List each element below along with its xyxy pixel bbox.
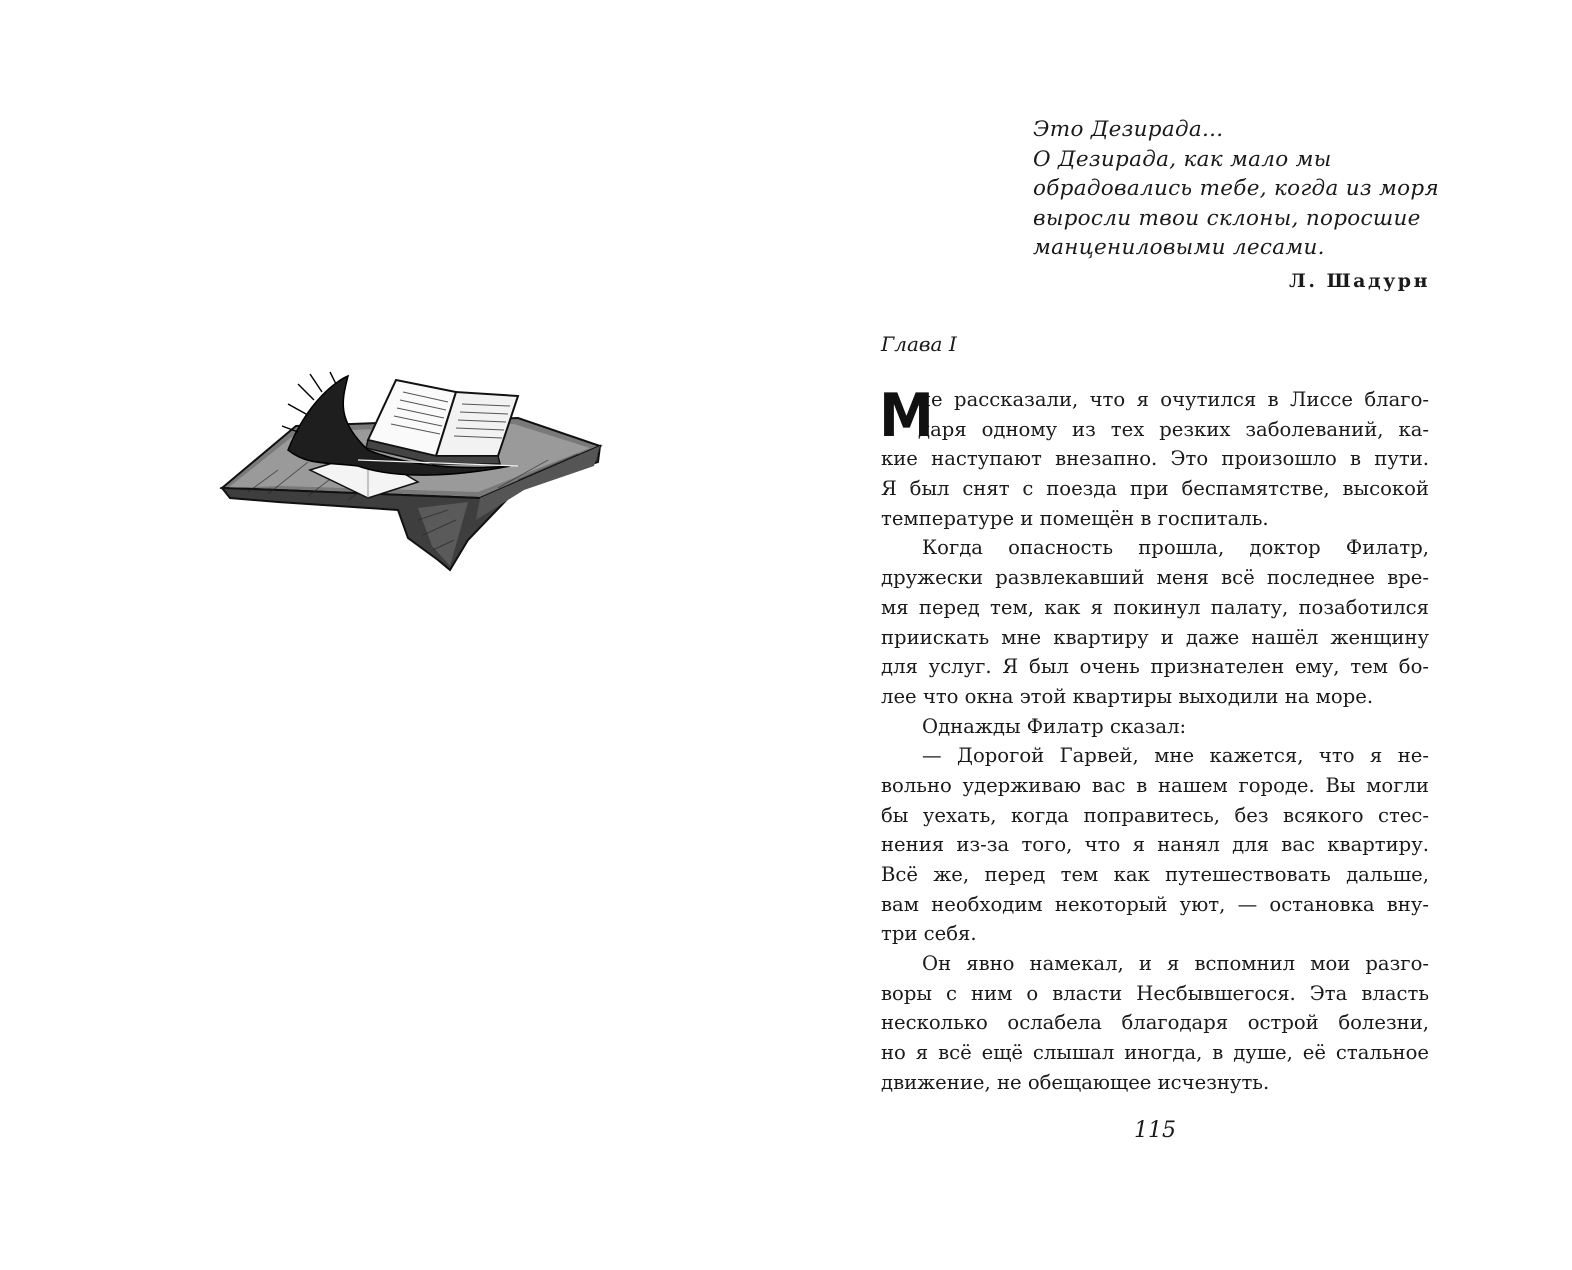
text-line: несколько ослабела благодаря острой болезни, (881, 1011, 1429, 1035)
text-line: не рассказали, что я очутился в Лиссе благо- (918, 388, 1429, 411)
text-line: приискать мне квартиру и даже нашёл женщину (881, 625, 1429, 649)
text-line: Он явно намекал, и я вспомнил мои разго- (922, 952, 1429, 976)
text-line: бы уехать, когда поправитесь, без всякого стес- (881, 803, 1429, 827)
text-line: дружески развлекавший меня всё последнее вре- (881, 566, 1429, 590)
text-line: Я был снят с поезда при беспамятстве, высокой (881, 477, 1429, 501)
chapter-body-text (879, 381, 1429, 1098)
epigraph-line: О Дезирада, как мало мы (1033, 146, 1332, 172)
epigraph-line: манцениловыми лесами. (1033, 235, 1325, 260)
page-number: 115 (1134, 1118, 1176, 1143)
text-line: движение, не обещающее исчезнуть. (881, 1070, 1270, 1094)
drop-cap: М (879, 381, 934, 451)
text-line: но я всё ещё слышал иногда, в душе, её стальное (881, 1041, 1429, 1065)
text-line: Однажды Филатр сказал: (922, 714, 1187, 738)
text-line: вам необходим некоторый уют, — остановка вну- (881, 892, 1429, 916)
epigraph-line: выросли твои склоны, поросшие (1033, 205, 1421, 231)
text-line: — Дорогой Гарвей, мне кажется, что я не- (922, 744, 1429, 768)
text-line: нения из-за того, что я нанял для вас квартиру. (881, 833, 1429, 857)
text-line: три себя. (881, 922, 977, 946)
epigraph-author: Л. Шадурн (1289, 270, 1430, 292)
text-line: температуре и помещён в госпиталь. (881, 506, 1269, 530)
text-line: для услуг. Я был очень признателен ему, тем бо- (881, 655, 1429, 679)
text-line: даря одному из тех резких заболеваний, ка- (918, 417, 1429, 441)
epigraph (1033, 115, 1439, 263)
text-line: вольно удерживаю вас в нашем городе. Вы могли (881, 773, 1429, 797)
text-line: мя перед тем, как я покинул палату, позаботился (881, 595, 1429, 619)
chapter-title: Глава I (881, 332, 957, 356)
book-and-quill-illustration (218, 370, 604, 578)
epigraph-line: обрадовались тебе, когда из моря (1033, 176, 1439, 201)
text-line: Всё же, перед тем как путешествовать дальше, (881, 863, 1429, 886)
text-line: лее что окна этой квартиры выходили на море. (881, 684, 1374, 708)
text-line: воры с ним о власти Несбывшегося. Эта власть (881, 981, 1429, 1005)
epigraph-line: Это Дезирада... (1033, 117, 1224, 142)
text-line: кие наступают внезапно. Это произошло в пути. (881, 447, 1429, 471)
text-line: Когда опасность прошла, доктор Филатр, (922, 536, 1429, 560)
